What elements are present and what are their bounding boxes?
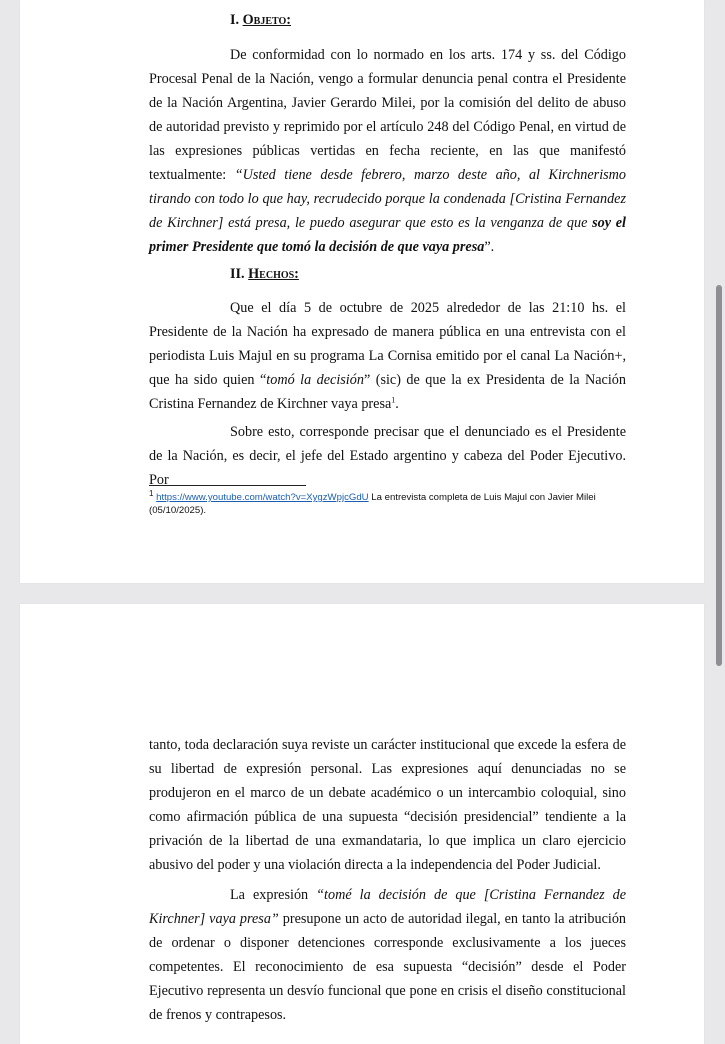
- paragraph-continuation: [149, 733, 626, 877]
- paragraph-text: presupone un acto de autoridad ilegal, en tanto la atribución de ordenar o disponer detenciones corresponde exclusivamente a los jueces competentes. El reconocimiento de esa supuesta “decisión” desde el Poder Ejecutivo representa un desvío funcional que pone en crisis el diseño constitucional de frenos y contrapesos.: [149, 911, 627, 1023]
- paragraph-text: Sobre esto, corresponde precisar que el denunciado es el Presidente de la Nación, es decir, el jefe del Estado argentino y cabeza del Poder Ejecutivo. Por: [149, 424, 626, 488]
- paragraph-end: .: [395, 396, 399, 412]
- quote-text: “Usted tiene desde febrero, marzo deste año, al Kirchnerismo tirando con todo lo que hay, recrudecido porque la condenada [Cristina Fernandez de Kirchner] está presa, le puedo asegurar que esto es la venganza de que: [149, 167, 627, 231]
- paragraph-text: Que el día 5 de octubre de 2025 alrededor de las 21:10 hs. el Presidente de la Nación ha expresado de manera pública en una entrevista con el periodista Luis Majul en su programa La Cornisa emitido por el canal La Nación+, que ha sido quien “: [149, 300, 626, 388]
- paragraph-italic: tomó la decisión: [266, 372, 364, 388]
- quote-end: ”.: [484, 239, 495, 255]
- scrollbar-thumb[interactable]: [716, 285, 722, 666]
- document-page-2: [20, 604, 704, 1044]
- section-heading-hechos: [230, 262, 299, 286]
- paragraph-objeto: [149, 43, 626, 259]
- quote-bold-text: soy el primer Presidente que tomó la decisión de que vaya presa: [149, 215, 626, 255]
- footnote-ref[interactable]: 1: [391, 395, 396, 405]
- section-title: Hechos:: [248, 266, 299, 282]
- footnote: [149, 488, 629, 517]
- paragraph-hechos-1: [149, 296, 626, 416]
- section-title: Objeto:: [242, 12, 291, 28]
- paragraph-text: ” (sic) de que la ex Presidenta de la Nación Cristina Fernandez de Kirchner vaya presa: [149, 372, 626, 412]
- document-page-1: [20, 0, 704, 583]
- footnote-text: La entrevista completa de Luis Majul con Javier Milei (05/10/2025).: [149, 492, 596, 516]
- paragraph-text: La expresión: [230, 887, 317, 903]
- paragraph-italic: “tomé la decisión de que [Cristina Fernandez de Kirchner] vaya presa”: [149, 887, 626, 927]
- footnote-divider: [149, 485, 306, 486]
- footnote-link[interactable]: https://www.youtube.com/watch?v=XygzWpjcGdU: [156, 492, 369, 503]
- section-number: II.: [230, 266, 249, 282]
- paragraph-text: tanto, toda declaración suya reviste un carácter institucional que excede la esfera de su libertad de expresión personal. Las expresiones aquí denunciadas no se produjeron en el marco de un debate académico o un intercambio coloquial, sino como afirmación pública de una supuesta “decisión presidencial” tendiente a la privación de la libertad de una exmandataria, lo que implica un claro ejercicio abusivo del poder y una violación directa a la independencia del Poder Judicial.: [149, 737, 626, 873]
- paragraph-text: De conformidad con lo normado en los arts. 174 y ss. del Código Procesal Penal de la Nación, vengo a formular denuncia penal contra el Presidente de la Nación Argentina, Javier Gerardo Milei, por la comisión del delito de abuso de autoridad previsto y reprimido por el artículo 248 del Código Penal, en virtud de las expresiones públicas vertidas en fecha reciente, en las que manifestó textualmente:: [149, 47, 626, 183]
- paragraph-hechos-2: [149, 420, 626, 492]
- footnote-number: 1: [149, 488, 154, 498]
- paragraph-expresion: [149, 883, 626, 1027]
- section-number: I.: [230, 12, 243, 28]
- section-heading-objeto: [230, 8, 291, 32]
